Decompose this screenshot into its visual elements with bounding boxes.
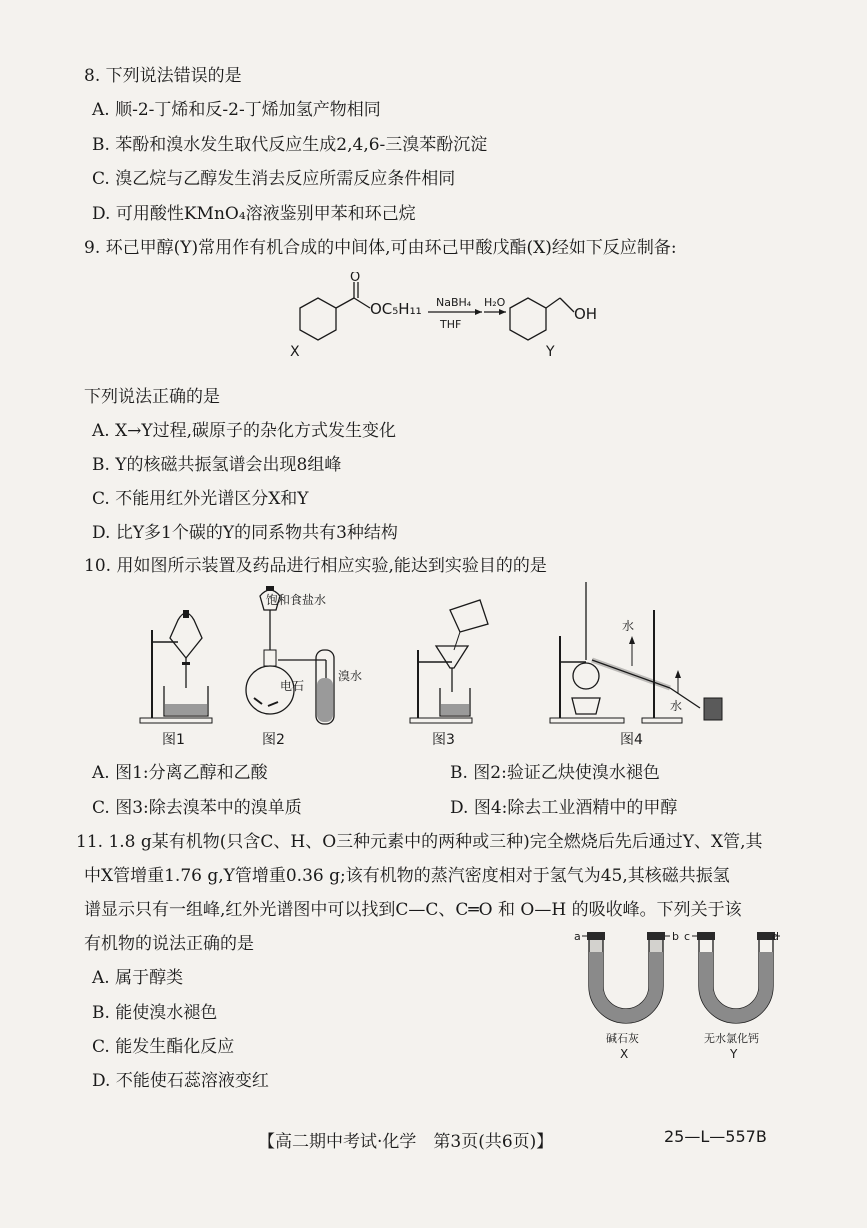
x-cyclohexane-ring: [300, 298, 336, 340]
q11-stem-line1: 11. 1.8 g某有机物(只含C、H、O三种元素中的两种或三种)完全燃烧后先后通过Y、X管,其: [76, 832, 763, 852]
q8-option-d: D. 可用酸性KMnO₄溶液鉴别甲苯和环己烷: [92, 204, 416, 224]
q11-option-b: B. 能使溴水褪色: [92, 1003, 218, 1023]
y-label: Y: [546, 344, 555, 360]
q11-stem-line4: 有机物的说法正确的是: [84, 934, 254, 954]
figure-1-separatory-funnel: [140, 610, 212, 723]
y-oh-group: OH: [574, 305, 598, 323]
label-bromine-water: 溴水: [338, 669, 363, 683]
y-cyclohexane-ring: [510, 298, 546, 340]
q11-option-c: C. 能发生酯化反应: [92, 1037, 235, 1057]
label-carbide: 电石: [280, 679, 305, 693]
figure-1-label: 图1: [162, 732, 185, 748]
label-saltwater: 饱和食盐水: [266, 593, 327, 607]
q9-option-d: D. 比Y多1个碳的Y的同系物共有3种结构: [92, 523, 398, 543]
q9-option-c: C. 不能用红外光谱区分X和Y: [92, 489, 309, 509]
q10-option-d: D. 图4:除去工业酒精中的甲醇: [450, 798, 678, 818]
figure-4-distillation: [550, 582, 722, 723]
q9-option-b: B. Y的核磁共振氢谱会出现8组峰: [92, 455, 342, 475]
figure-4-label: 图4: [620, 732, 643, 748]
q9-prompt: 下列说法正确的是: [84, 387, 220, 407]
reagent-thf: THF: [440, 318, 462, 331]
q10-option-b: B. 图2:验证乙炔使溴水褪色: [450, 763, 660, 783]
x-reagent-label: 碱石灰: [606, 1032, 639, 1045]
port-c: c: [684, 930, 691, 943]
q9-option-a: A. X→Y过程,碳原子的杂化方式发生变化: [92, 421, 397, 441]
q10-option-c: C. 图3:除去溴苯中的溴单质: [92, 798, 302, 818]
x-tube-label: X: [620, 1047, 629, 1061]
q11-u-tubes: [572, 922, 782, 1062]
reagent-nabh4: NaBH₄: [436, 296, 472, 309]
footer-code: 25—L—557B: [664, 1127, 767, 1146]
figure-2-label: 图2: [262, 732, 285, 748]
q8-option-b: B. 苯酚和溴水发生取代反应生成2,4,6-三溴苯酚沉淀: [92, 135, 488, 155]
reagent-h2o: H₂O: [484, 296, 506, 309]
port-d: d: [772, 930, 779, 943]
q9-reaction-scheme: [270, 272, 590, 372]
q11-option-a: A. 属于醇类: [92, 968, 184, 988]
q9-stem: 9. 环己甲醇(Y)常用作有机合成的中间体,可由环己甲酸戊酯(X)经如下反应制备:: [84, 238, 677, 258]
figure-3-filtration: [410, 600, 488, 723]
q10-stem: 10. 用如图所示装置及药品进行相应实验,能达到实验目的的是: [84, 556, 547, 576]
figure-3-label: 图3: [432, 732, 455, 748]
q11-stem-line3: 谱显示只有一组峰,红外光谱图中可以找到C—C、C═O 和 O—H 的吸收峰。下列关于该: [84, 900, 742, 920]
q11-option-d: D. 不能使石蕊溶液变红: [92, 1071, 269, 1091]
q10-option-a: A. 图1:分离乙醇和乙酸: [92, 763, 268, 783]
label-water-in-bottom: 水: [670, 699, 683, 713]
q8-option-c: C. 溴乙烷与乙醇发生消去反应所需反应条件相同: [92, 169, 456, 189]
x-label: X: [290, 344, 300, 360]
footer-page-info: 【高二期中考试·化学 第3页(共6页)】: [258, 1132, 554, 1152]
port-a: a: [574, 930, 581, 943]
q10-apparatus-figures: [130, 580, 750, 750]
y-reagent-label: 无水氯化钙: [704, 1032, 759, 1045]
u-tube-y: [692, 932, 780, 1023]
port-b: b: [672, 930, 679, 943]
q8-stem: 8. 下列说法错误的是: [84, 66, 242, 86]
q11-stem-line2: 中X管增重1.76 g,Y管增重0.36 g;该有机物的蒸汽密度相对于氢气为45,其核磁共振氢: [84, 866, 730, 886]
x-carbonyl-o: O: [350, 272, 361, 285]
y-tube-label: Y: [730, 1047, 738, 1061]
q8-option-a: A. 顺-2-丁烯和反-2-丁烯加氢产物相同: [92, 100, 381, 120]
label-water-in-top: 水: [622, 619, 635, 633]
x-ester-group: OC₅H₁₁: [370, 300, 422, 318]
u-tube-x: [582, 932, 670, 1023]
